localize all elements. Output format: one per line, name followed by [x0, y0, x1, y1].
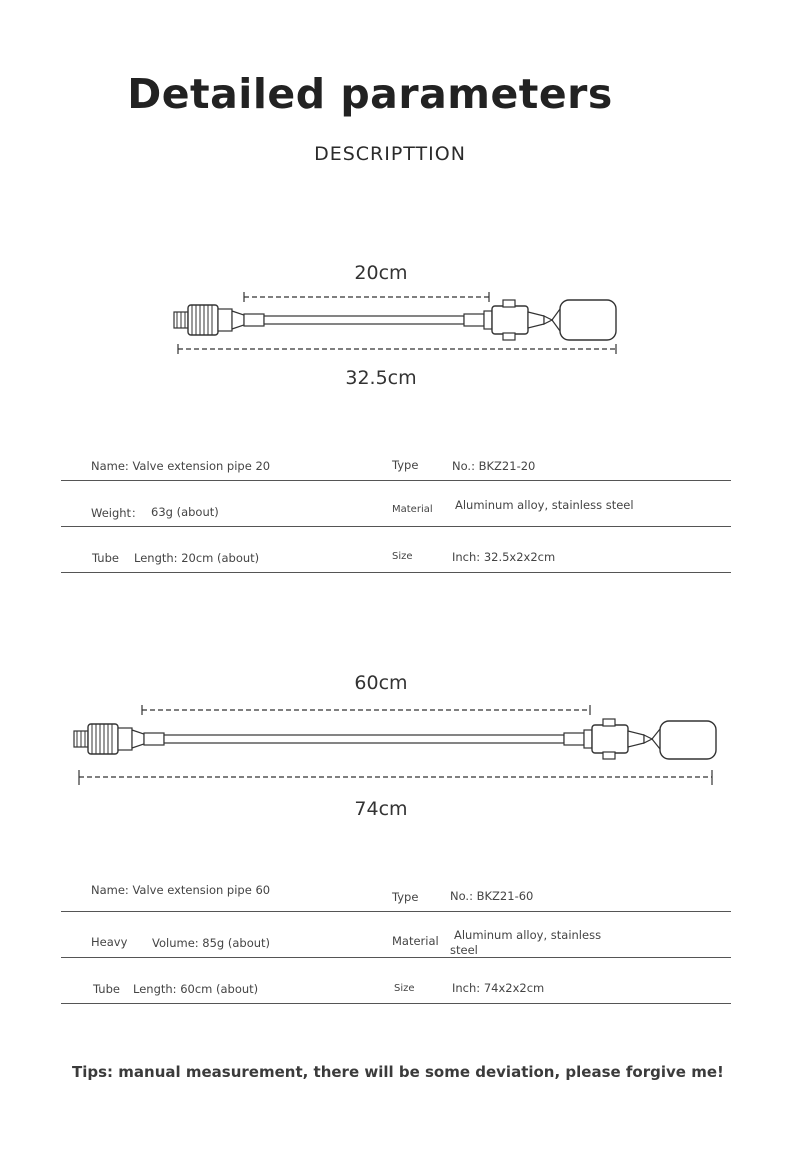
spec-material-value-1: Aluminum alloy, stainless steel: [455, 498, 634, 512]
spec-type-label-1: Type: [392, 458, 419, 472]
spec-name-2: Name: Valve extension pipe 60: [91, 883, 271, 897]
spec-weight-label-2: Heavy: [91, 935, 128, 949]
table-divider: [61, 1003, 731, 1004]
spec-weight-value-2: Volume: 85g (about): [152, 936, 271, 950]
spec-tube-label-1: Tube: [92, 551, 119, 565]
pipe-diagram-1: [0, 285, 790, 365]
tips-note: Tips: manual measurement, there will be some deviation, please forgive me!: [72, 1063, 724, 1081]
spec-size-value-1: Inch: 32.5x2x2cm: [452, 550, 556, 564]
spec-weight-label-1: Weight：: [91, 506, 143, 520]
total-length-label-1: 32.5cm: [345, 367, 417, 389]
spec-material-label-2: Material: [392, 934, 439, 948]
table-divider: [61, 526, 731, 527]
table-divider: [61, 480, 731, 481]
spec-name-1: Name: Valve extension pipe 20: [91, 459, 271, 473]
spec-material-value-2b: steel: [450, 943, 478, 957]
page-subtitle: DESCRIPTTION: [314, 143, 466, 165]
spec-size-label-1: Size: [392, 551, 413, 562]
spec-material-label-1: Material: [392, 504, 433, 515]
total-length-label-2: 74cm: [354, 798, 408, 820]
spec-size-value-2: Inch: 74x2x2cm: [452, 981, 545, 995]
inner-length-label-2: 60cm: [354, 672, 408, 694]
spec-size-label-2: Size: [394, 983, 415, 994]
inner-length-label-1: 20cm: [354, 262, 408, 284]
table-divider: [61, 911, 731, 912]
table-divider: [61, 957, 731, 958]
spec-weight-value-1: 63g (about): [151, 505, 219, 519]
spec-tube-label-2: Tube: [93, 982, 120, 996]
spec-tube-value-2: Length: 60cm (about): [133, 982, 259, 996]
page-title: Detailed parameters: [127, 70, 613, 118]
pipe-diagram-2: [0, 700, 790, 792]
table-divider: [61, 572, 731, 573]
spec-material-value-2a: Aluminum alloy, stainless: [454, 928, 602, 942]
spec-type-value-1: No.: BKZ21-20: [452, 459, 536, 473]
spec-type-label-2: Type: [392, 890, 419, 904]
spec-tube-value-1: Length: 20cm (about): [134, 551, 260, 565]
spec-type-value-2: No.: BKZ21-60: [450, 889, 534, 903]
